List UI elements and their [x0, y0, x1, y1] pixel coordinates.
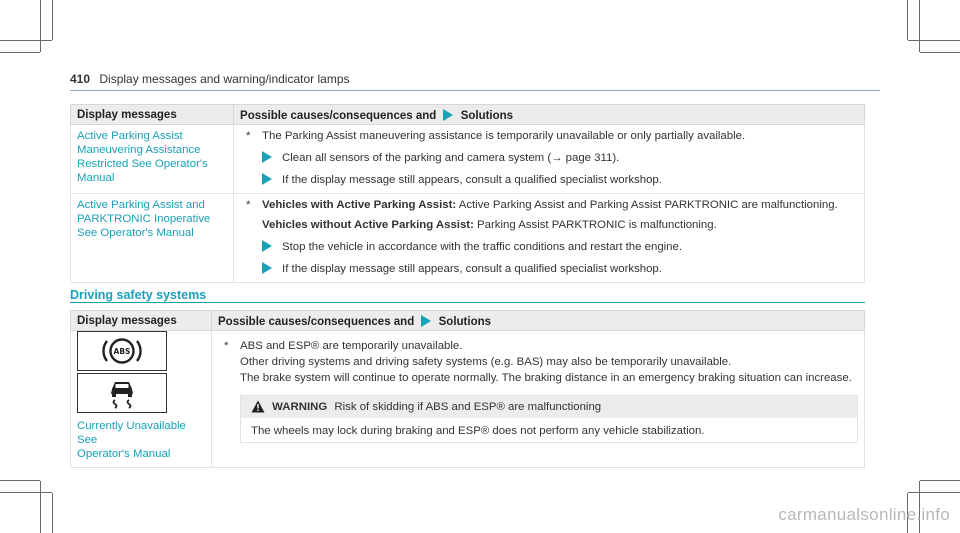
crop-mark	[907, 0, 908, 40]
warning-title: Risk of skidding if ABS and ESP® are malfunctioning	[334, 401, 602, 413]
footnote-star: *	[224, 340, 229, 352]
causes-cell: * The Parking Assist maneuvering assistance is temporarily unavailable or only partially available. Clean all sensors of the parking and camera system (→ page 311). If the display message still appears, consult a qualified specialist workshop.	[234, 125, 865, 194]
table-header-row	[71, 105, 865, 125]
solution-item: Stop the vehicle in accordance with the traffic conditions and restart the engine.	[240, 240, 858, 254]
footnote-star: *	[246, 130, 251, 142]
table-header-row	[71, 311, 865, 331]
watermark: carmanualsonline.info	[778, 505, 950, 524]
col-header-messages: Display messages	[71, 105, 234, 125]
warning-box	[240, 395, 858, 443]
causes-cell: * Vehicles with Active Parking Assist: Active Parking Assist and Parking Assist PARKTRONIC are malfunctioning. Vehicles without Active Parking Assist: Parking Assist PARKTRONIC is malfunctioning. Stop the vehicle in accordance with the traffic conditions and restart the engine. If the display message still appears, consult a qualified specialist workshop.	[234, 194, 865, 283]
page-header	[70, 72, 350, 86]
display-message-cell: ABS Currently Unavailable See Operator's Manual	[71, 331, 212, 468]
arrow-right-icon	[262, 240, 272, 252]
section-divider	[70, 302, 865, 303]
solution-item: If the display message still appears, consult a qualified specialist workshop.	[240, 173, 858, 187]
page-number: 410	[70, 72, 91, 86]
page-header-title: Display messages and warning/indicator lamps	[99, 72, 350, 86]
crop-mark	[40, 481, 41, 533]
crop-mark	[40, 0, 41, 52]
footnote-star: *	[246, 199, 251, 211]
safety-messages-table	[70, 310, 865, 468]
svg-text:ABS: ABS	[113, 347, 131, 356]
arrow-right-icon	[262, 262, 272, 274]
header-divider	[70, 90, 880, 91]
crop-mark	[920, 52, 960, 53]
warning-header	[241, 396, 857, 418]
abs-warning-lamp	[77, 331, 167, 371]
solution-item: If the display message still appears, consult a qualified specialist workshop.	[240, 262, 858, 276]
table-row	[71, 194, 865, 283]
warning-body: The wheels may lock during braking and ESP® does not perform any vehicle stabilization.	[251, 425, 705, 437]
crop-mark	[919, 0, 920, 52]
solution-item: Clean all sensors of the parking and camera system (→ page 311).	[240, 151, 858, 165]
col-header-causes: Possible causes/consequences and Solutions	[234, 105, 865, 125]
skidding-car-icon	[102, 375, 142, 411]
arrow-right-icon	[443, 109, 453, 121]
crop-mark	[52, 493, 53, 533]
crop-mark	[0, 52, 40, 53]
display-message-cell: Active Parking Assist Maneuvering Assistance Restricted See Operator's Manual	[71, 125, 234, 194]
crop-mark	[0, 480, 40, 481]
arrow-right-icon	[262, 151, 272, 163]
parking-messages-table	[70, 104, 865, 283]
crop-mark	[0, 40, 52, 41]
crop-mark	[908, 492, 960, 493]
crop-mark	[920, 480, 960, 481]
causes-cell: * ABS and ESP® are temporarily unavailable. Other driving systems and driving safety systems (e.g. BAS) may also be temporarily unavailable. The brake system will continue to operate normally. The braking distance in an emergency braking situation can increase. WARNING Risk of skidding if ABS and ESP® are malfunctioning The wheels may lock during braking and ESP® does not perform any vehicle stabilization.	[212, 331, 865, 468]
abs-icon	[92, 333, 152, 369]
table-row	[71, 125, 865, 194]
col-header-messages: Display messages	[71, 311, 212, 331]
col-header-causes: Possible causes/consequences and Solutions	[212, 311, 865, 331]
warning-label: WARNING	[272, 401, 328, 413]
arrow-right-icon	[421, 315, 431, 327]
crop-mark	[52, 0, 53, 40]
table-row	[71, 331, 865, 468]
section-title: Driving safety systems	[70, 288, 207, 302]
warning-triangle-icon	[251, 400, 265, 413]
display-message-cell: Active Parking Assist and PARKTRONIC Inoperative See Operator's Manual	[71, 194, 234, 283]
crop-mark	[0, 492, 52, 493]
arrow-right-icon	[262, 173, 272, 185]
esp-warning-lamp	[77, 373, 167, 413]
crop-mark	[908, 40, 960, 41]
